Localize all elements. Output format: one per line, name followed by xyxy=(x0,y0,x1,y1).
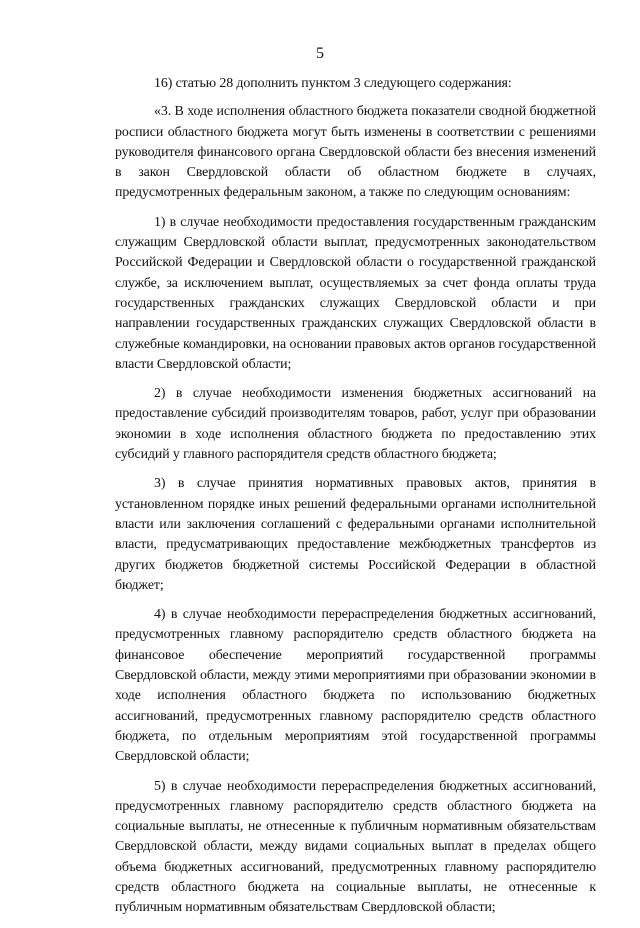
paragraph-item-1: 1) в случае необходимости предоставления государственным гражданским служащим Свердловской области выплат, предусмотренных законодательством Российской Федерации и Свердловской области о государственной гражданской службе, за исключением выплат, осуществляемых за счет фонда оплаты труда государственных гражданских служащих Свердловской области и при направлении государственных гражданских служащих Свердловской области в служебные командировки, на основании правовых актов органов государственной власти Свердловской области; xyxy=(115,214,596,372)
paragraph-item-4: 4) в случае необходимости перераспределения бюджетных ассигнований, предусмотренных главному распорядителю средств областного бюджета на финансовое обеспечение мероприятий государственной программы Свердловской области, между этими мероприятиями при образовании экономии в ходе исполнения областного бюджета по использованию бюджетных ассигнований, предусмотренных главному распорядителю средств областного бюджета, по отдельным мероприятиям этой государственной программы Свердловской области; xyxy=(115,607,596,765)
paragraph-intro: 16) статью 28 дополнить пунктом 3 следующего содержания: xyxy=(154,76,512,91)
paragraph-item-2: 2) в случае необходимости изменения бюджетных ассигнований на предоставление субсидий производителям товаров, работ, услуг при образовании экономии в ходе исполнения областного бюджета по предоставлению этих субсидий у главного распорядителя средств областного бюджета; xyxy=(115,386,596,463)
paragraph-point-3: «3. В ходе исполнения областного бюджета показатели сводной бюджетной росписи областного бюджета могут быть изменены в соответствии с решениями руководителя финансового органа Свердловской области без внесения изменений в закон Свердловской области об областном бюджете в случаях, предусмотренных федеральным законом, а также по следующим основаниям: xyxy=(115,104,596,201)
paragraph-item-3: 3) в случае принятия нормативных правовых актов, принятия в установленном порядке иных решений федеральными органами исполнительной власти или заключения соглашений с федеральными органами исполнительной власти, предусматривающих предоставление межбюджетных трансфертов из других бюджетов бюджетной системы Российской Федерации в областной бюджет; xyxy=(115,476,596,593)
page-number: 5 xyxy=(316,45,324,62)
paragraph-item-5: 5) в случае необходимости перераспределения бюджетных ассигнований, предусмотренных главному распорядителю средств областного бюджета на социальные выплаты, не отнесенные к публичным нормативным обязательствам Свердловской области, между видами социальных выплат в пределах общего объема бюджетных ассигнований, предусмотренных главному распорядителю средств областного бюджета на социальные выплаты, не отнесенные к публичным нормативным обязательствам Свердловской области; xyxy=(115,778,596,916)
document-body xyxy=(115,74,596,928)
